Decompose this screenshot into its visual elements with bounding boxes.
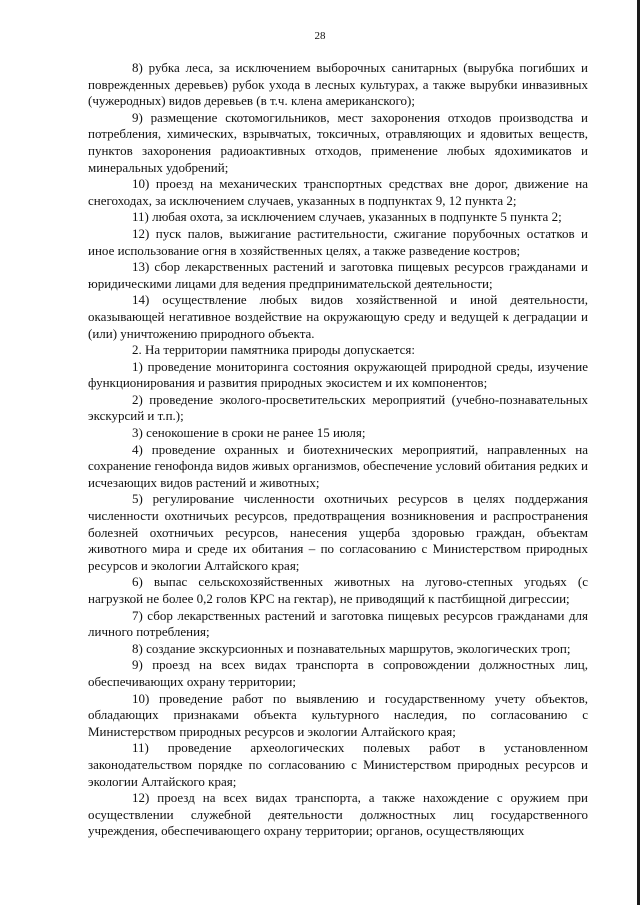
paragraph-permitted-8-trails: 8) создание экскурсионных и познавательных маршрутов, экологических троп; (132, 640, 571, 656)
paragraph-permitted-11-archaeology: 11) проведение археологических полевых работ в установленном законодательством порядке по согласованию с Министерством природных ресурсов и экологии Алтайского края; (88, 740, 588, 789)
paragraph-item-8-logging: 8) рубка леса, за исключением выборочных санитарных (вырубка погибших и поврежденных деревьев) рубок ухода в лесных культурах, а также вырубки инвазивных (чужеродных) видов деревьев (в т.ч. клена американского); (88, 60, 588, 109)
paragraph-permitted-3-haymaking: 3) сенокошение в сроки не ранее 15 июля; (132, 425, 366, 441)
paragraph-permitted-5-game-regulation: 5) регулирование численности охотничьих ресурсов в целях поддержания численности охотничьих ресурсов, предотвращения возникновения и распространения болезней охотничьих ресурсов, нанесения ущерба здоровью граждан, объектам животного мира и среде их обитания – по согласованию с Министерством природных ресурсов и экологии Алтайского края; (88, 491, 588, 573)
paragraph-item-10-vehicle-travel: 10) проезд на механических транспортных средствах вне дорог, движение на снегоходах, за исключением случаев, указанных в подпунктах 9, 12 пункта 2; (88, 176, 588, 208)
paragraph-permitted-2-education: 2) проведение эколого-просветительских мероприятий (учебно-познавательных экскурсий и т.п.); (88, 391, 588, 424)
document-body (88, 60, 588, 840)
paragraph-permitted-9-escorted-travel: 9) проезд на всех видах транспорта в сопровождении должностных лиц, обеспечивающих охрану территории; (88, 657, 588, 689)
paragraph-permitted-10-heritage-survey: 10) проведение работ по выявлению и государственному учету объектов, обладающих признаками объекта культурного наследия, по согласованию с Министерством природных ресурсов и экологии Алтайского края; (88, 690, 588, 739)
paragraph-permitted-12-official-travel: 12) проезд на всех видах транспорта, а также нахождение с оружием при осуществлении служебной деятельности должностных лиц государственного учреждения, обеспечивающего охрану территории; органов, осуществляющих (88, 790, 588, 839)
paragraph-permitted-1-monitoring: 1) проведение мониторинга состояния окружающей природной среды, изучение функционирования и развития природных экосистем и их компонентов; (88, 358, 588, 391)
paragraph-item-12-fire-use: 12) пуск палов, выжигание растительности, сжигание порубочных остатков и иное использование огня в хозяйственных целях, а также разведение костров; (88, 225, 588, 258)
paragraph-item-9-waste-disposal: 9) размещение скотомогильников, мест захоронения отходов производства и потребления, химических, взрывчатых, токсичных, отравляющих и ядовитых веществ, пунктов захоронения радиоактивных отходов, применение любых ядохимикатов и минеральных удобрений; (88, 109, 588, 175)
paragraph-permitted-6-grazing: 6) выпас сельскохозяйственных животных на лугово-степных угодьях (с нагрузкой не более 0,2 голов КРС на гектар), не приводящий к пастбищной дигрессии; (88, 574, 588, 606)
section-heading-permitted: 2. На территории памятника природы допускается: (132, 342, 415, 358)
paragraph-item-14-harmful-activity: 14) осуществление любых видов хозяйственной и иной деятельности, оказывающей негативное воздействие на окружающую среду и ведущей к деградации и (или) уничтожению природного объекта. (88, 292, 588, 341)
paragraph-permitted-4-protection: 4) проведение охранных и биотехнических мероприятий, направленных на сохранение генофонда видов живых организмов, обеспечение условий обитания редких и исчезающих видов растений и животных; (88, 441, 588, 490)
paragraph-permitted-7-personal-gathering: 7) сбор лекарственных растений и заготовка пищевых ресурсов гражданами для личного потребления; (88, 607, 588, 640)
page-number: 28 (314, 30, 326, 42)
paragraph-item-13-commercial-gathering: 13) сбор лекарственных растений и заготовка пищевых ресурсов гражданами и юридическими лицами для ведения предпринимательской деятельности; (88, 259, 588, 291)
paragraph-item-11-hunting: 11) любая охота, за исключением случаев, указанных в подпункте 5 пункта 2; (132, 209, 562, 225)
